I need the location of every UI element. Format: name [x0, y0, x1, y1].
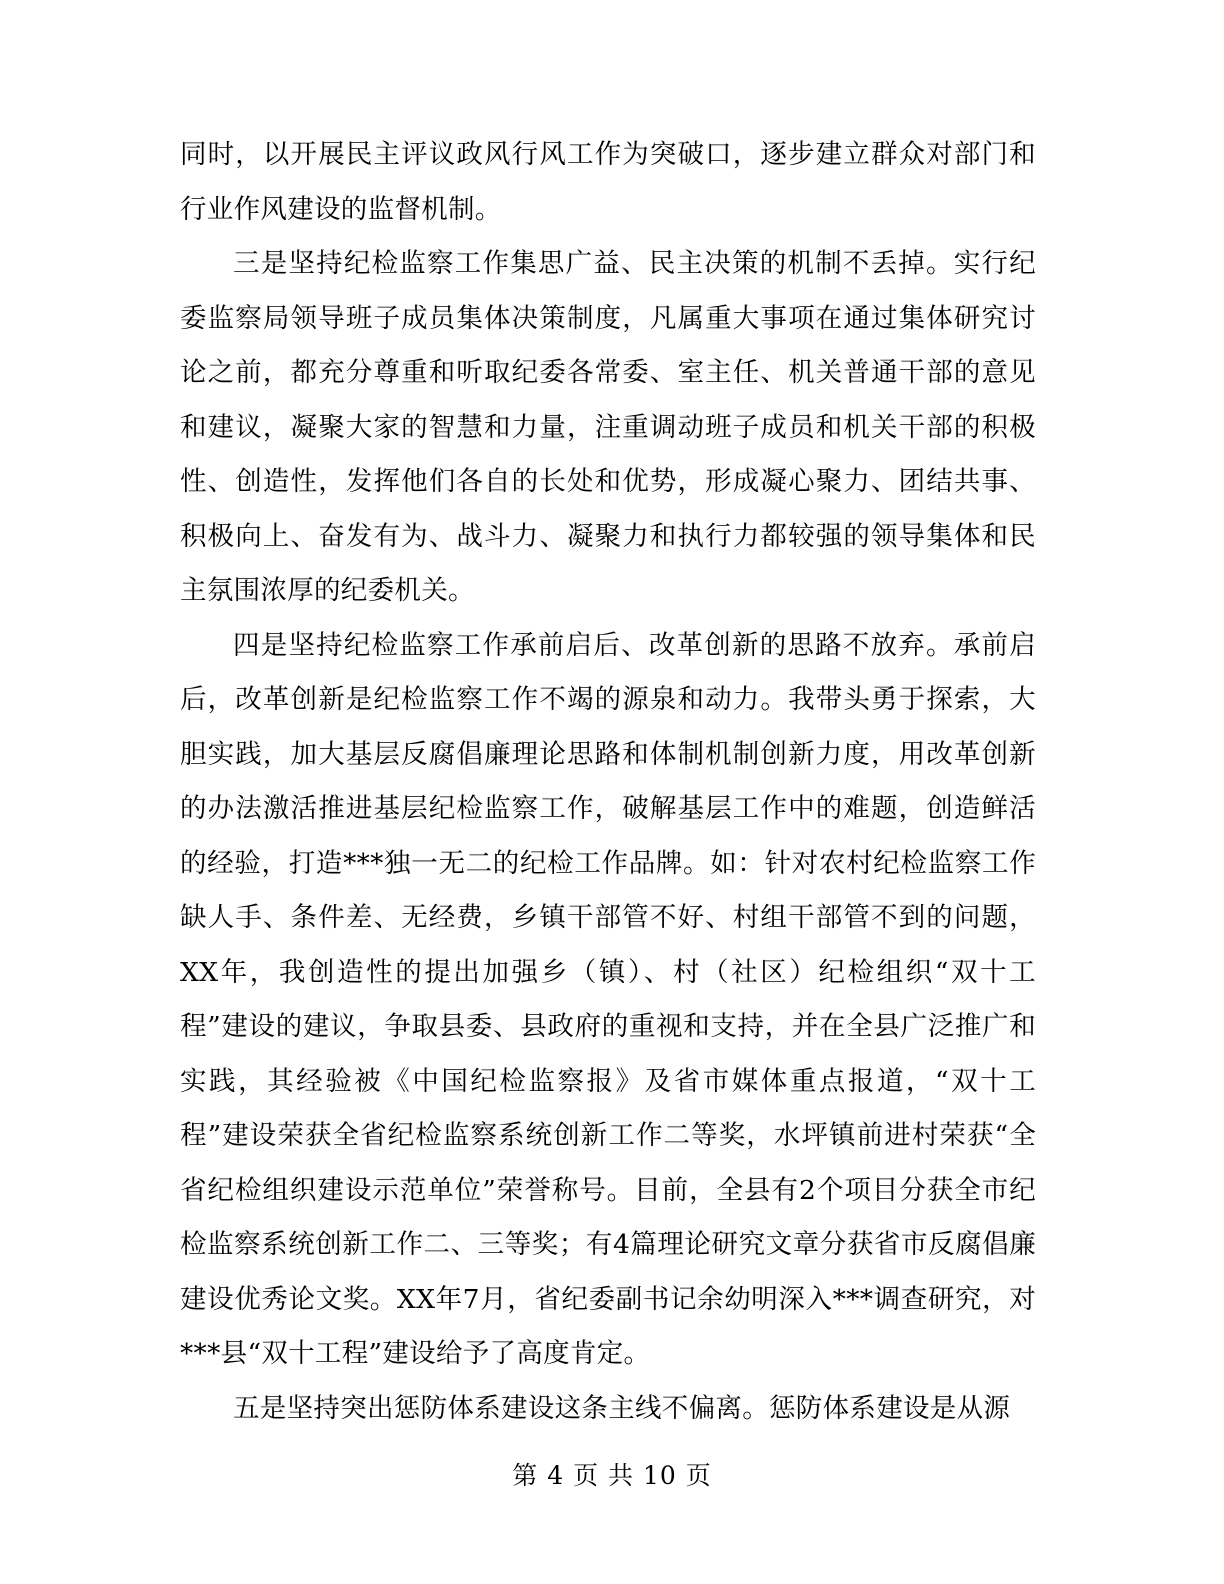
paragraph-point-three: 三是坚持纪检监察工作集思广益、民主决策的机制不丢掉。实行纪委监察局领导班子成员集体决策制度，凡属重大事项在通过集体研究讨论之前，都充分尊重和听取纪委各常委、室主任、机关普通干部的意见和建议，凝聚大家的智慧和力量，注重调动班子成员和机关干部的积极性、创造性，发挥他们各自的长处和优势，形成凝心聚力、团结共事、积极向上、奋发有为、战斗力、凝聚力和执行力都较强的领导集体和民主氛围浓厚的纪委机关。 — [180, 248, 1036, 606]
paragraph-continuation: 同时，以开展民主评议政风行风工作为突破口，逐步建立群众对部门和行业作风建设的监督机制。 — [180, 139, 1036, 225]
paragraph-point-five: 五是坚持突出惩防体系建设这条主线不偏离。惩防体系建设是从源 — [233, 1392, 1011, 1424]
page-number-footer: 第 4 页 共 10 页 — [512, 1461, 712, 1490]
document-body — [180, 128, 1036, 1436]
paragraph-point-four: 四是坚持纪检监察工作承前启后、改革创新的思路不放弃。承前启后，改革创新是纪检监察工作不竭的源泉和动力。我带头勇于探索，大胆实践，加大基层反腐倡廉理论思路和体制机制创新力度，用改革创新的办法激活推进基层纪检监察工作，破解基层工作中的难题，创造鲜活的经验，打造***独一无二的纪检工作品牌。如：针对农村纪检监察工作缺人手、条件差、无经费，乡镇干部管不好、村组干部管不到的问题，XX年，我创造性的提出加强乡（镇）、村（社区）纪检组织“双十工程”建设的建议，争取县委、县政府的重视和支持，并在全县广泛推广和实践，其经验被《中国纪检监察报》及省市媒体重点报道，“双十工程”建设荣获全省纪检监察系统创新工作二等奖，水坪镇前进村荣获“全省纪检组织建设示范单位”荣誉称号。目前，全县有2个项目分获全市纪检监察系统创新工作二、三等奖；有4篇理论研究文章分获省市反腐倡廉建设优秀论文奖。XX年7月，省纪委副书记余幼明深入***调查研究，对***县“双十工程”建设给予了高度肯定。 — [180, 629, 1036, 1369]
